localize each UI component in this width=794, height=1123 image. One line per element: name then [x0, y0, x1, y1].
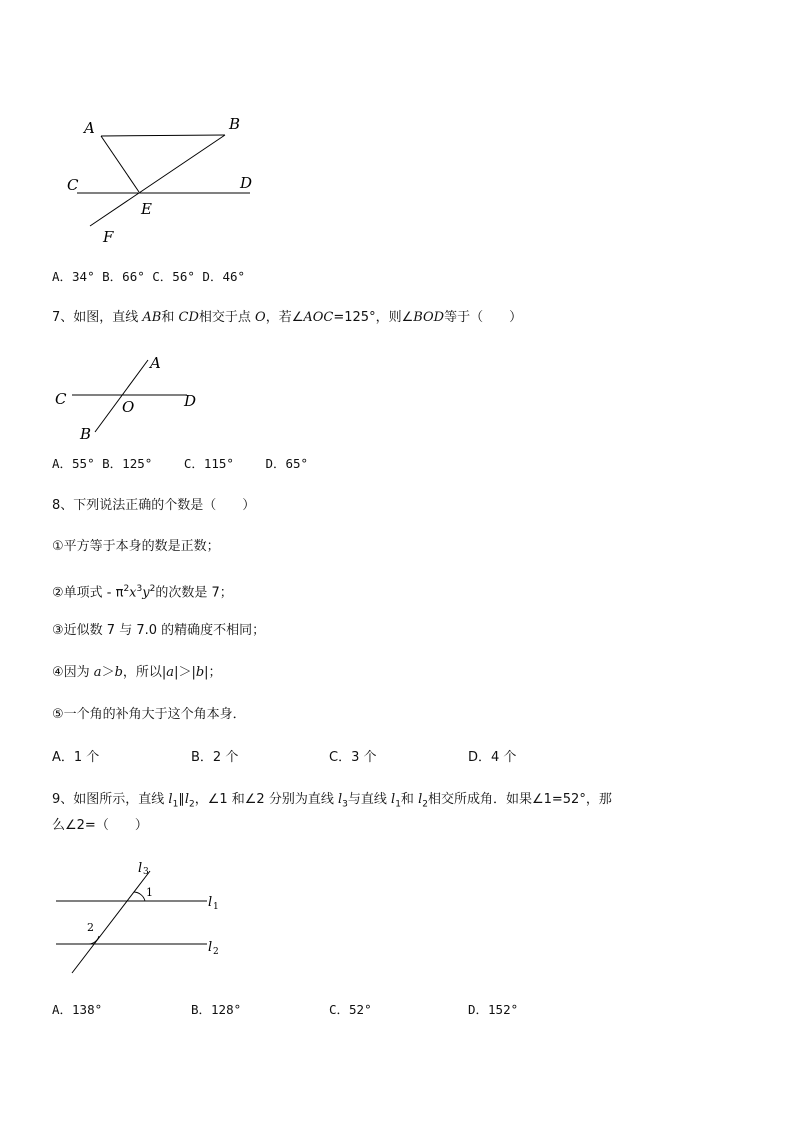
q8-var-x: x: [129, 585, 137, 601]
segment-AB: [101, 135, 225, 136]
q9-text: 相交所成角．如果∠1=52°，那: [427, 792, 612, 807]
q8-var-a: a: [166, 665, 175, 680]
label-l2-sub: 2: [213, 947, 219, 957]
q8-option-a[interactable]: A．1 个: [52, 750, 100, 765]
q8-exp: 2: [123, 584, 130, 594]
q9-var-l: l: [418, 792, 423, 807]
label-B: B: [229, 115, 241, 133]
label-F: F: [103, 228, 114, 246]
q7-text: 等于（ ）: [444, 310, 523, 325]
q9-option-b[interactable]: B．128°: [191, 1002, 242, 1017]
q9-var-l: l: [391, 792, 396, 807]
q8-text: 的次数是 7；: [155, 585, 233, 601]
label-A: A: [84, 119, 95, 137]
q9-sub: 1: [395, 799, 401, 810]
q8-statement-2: [52, 580, 233, 602]
q9-options: [52, 1001, 552, 1019]
q7-stem: [52, 309, 522, 327]
q7-number: 7、: [52, 310, 74, 325]
q8-option-d[interactable]: D．4 个: [468, 750, 517, 765]
q9-text: 和: [400, 792, 419, 807]
label-E: E: [141, 200, 152, 218]
q8-statement-1: ①平方等于本身的数是正数；: [52, 539, 220, 554]
q8-stem: 8、下列说法正确的个数是（ ）: [52, 498, 256, 513]
q9-option-a[interactable]: A．138°: [52, 1002, 103, 1017]
q8-text: |；: [204, 665, 222, 680]
q8-var-b: b: [114, 665, 123, 680]
q9-text: 与直线: [347, 792, 392, 807]
q9-sub: 2: [188, 799, 195, 810]
label-C: C: [67, 176, 79, 194]
q7-option-b[interactable]: B．125°: [102, 456, 153, 471]
q9-figure: [50, 855, 240, 980]
line-l3: [72, 871, 150, 973]
q9-var-l: l: [337, 792, 343, 807]
q7-var-cd: CD: [178, 310, 199, 325]
q7-option-c[interactable]: C．115°: [183, 456, 234, 471]
q7-var-aoc: AOC: [303, 310, 334, 325]
q6-figure: [55, 110, 275, 250]
q8-statement-4: [52, 664, 222, 682]
q9-sub: 2: [422, 799, 428, 810]
q9-sub: 1: [172, 799, 179, 810]
q8-option-c[interactable]: C．3 个: [329, 750, 377, 765]
q9-text: 9、如图所示，直线: [52, 792, 169, 807]
q9-text: ，∠1 和∠2 分别为直线: [194, 792, 338, 807]
q9-var-l: l: [184, 792, 189, 807]
label-l1: l: [208, 895, 213, 910]
q7-options: [52, 455, 308, 473]
line-AB: [95, 360, 148, 432]
label-B: B: [80, 425, 92, 443]
q8-var-b: b: [195, 665, 205, 680]
q7-text: 和: [161, 310, 179, 325]
q7-text: ，若∠: [265, 310, 304, 325]
q7-text: 如图，直线: [73, 310, 143, 325]
q7-option-a[interactable]: A．55°: [52, 456, 95, 471]
label-O: O: [122, 398, 135, 416]
q8-text: ②单项式 - π: [52, 585, 124, 601]
q9-sub: 3: [342, 799, 348, 810]
q9-stem-line-1: [52, 791, 612, 814]
angle-2-label: 2: [87, 921, 94, 934]
q6-options: [52, 268, 245, 286]
q8-text: ，所以|: [122, 665, 167, 680]
line-BF: [90, 135, 225, 226]
q8-option-b[interactable]: B．2 个: [191, 750, 239, 765]
q6-option-c[interactable]: C．56°: [152, 269, 195, 284]
q7-var-bod: BOD: [413, 310, 445, 325]
q8-text: ④因为: [52, 665, 94, 680]
q8-exp: 3: [136, 584, 143, 594]
q8-text: |＞|: [174, 665, 196, 680]
q6-option-b[interactable]: B．66°: [102, 269, 145, 284]
q9-var-l: l: [168, 792, 173, 807]
angle-1-label: 1: [146, 886, 153, 899]
q7-option-d[interactable]: D．65°: [265, 456, 309, 471]
label-l3: l: [138, 861, 143, 876]
q8-options: [52, 749, 552, 767]
label-D: D: [184, 392, 197, 410]
q9-parallel: ∥: [178, 792, 185, 807]
q8-exp: 2: [149, 584, 156, 594]
q9-stem-line-2: 么∠2=（ ）: [52, 818, 148, 833]
angle-2-arc: [89, 936, 99, 944]
q9-option-d[interactable]: D．152°: [468, 1002, 519, 1017]
label-A: A: [150, 354, 161, 372]
q7-text: 相交于点: [198, 310, 256, 325]
q7-var-o: O: [255, 310, 266, 325]
label-l2: l: [208, 940, 213, 955]
label-D: D: [240, 174, 253, 192]
angle-1-arc: [134, 892, 145, 901]
q6-option-d[interactable]: D．46°: [202, 269, 246, 284]
q8-text: ＞: [101, 665, 115, 680]
q7-text: =125°，则∠: [333, 310, 414, 325]
q8-var-y: y: [142, 585, 150, 601]
label-l3-sub: 3: [143, 867, 149, 877]
label-C: C: [55, 390, 67, 408]
q6-option-a[interactable]: A．34°: [52, 269, 95, 284]
q8-statement-5: ⑤一个角的补角大于这个角本身．: [52, 707, 246, 722]
segment-AE: [101, 136, 139, 192]
q7-var-ab: AB: [142, 310, 162, 325]
q7-figure: [50, 350, 210, 445]
q8-statement-3: ③近似数 7 与 7.0 的精确度不相同；: [52, 623, 266, 638]
q9-option-c[interactable]: C．52°: [329, 1002, 372, 1017]
q8-var-a: a: [93, 665, 102, 680]
label-l1-sub: 1: [213, 902, 219, 912]
